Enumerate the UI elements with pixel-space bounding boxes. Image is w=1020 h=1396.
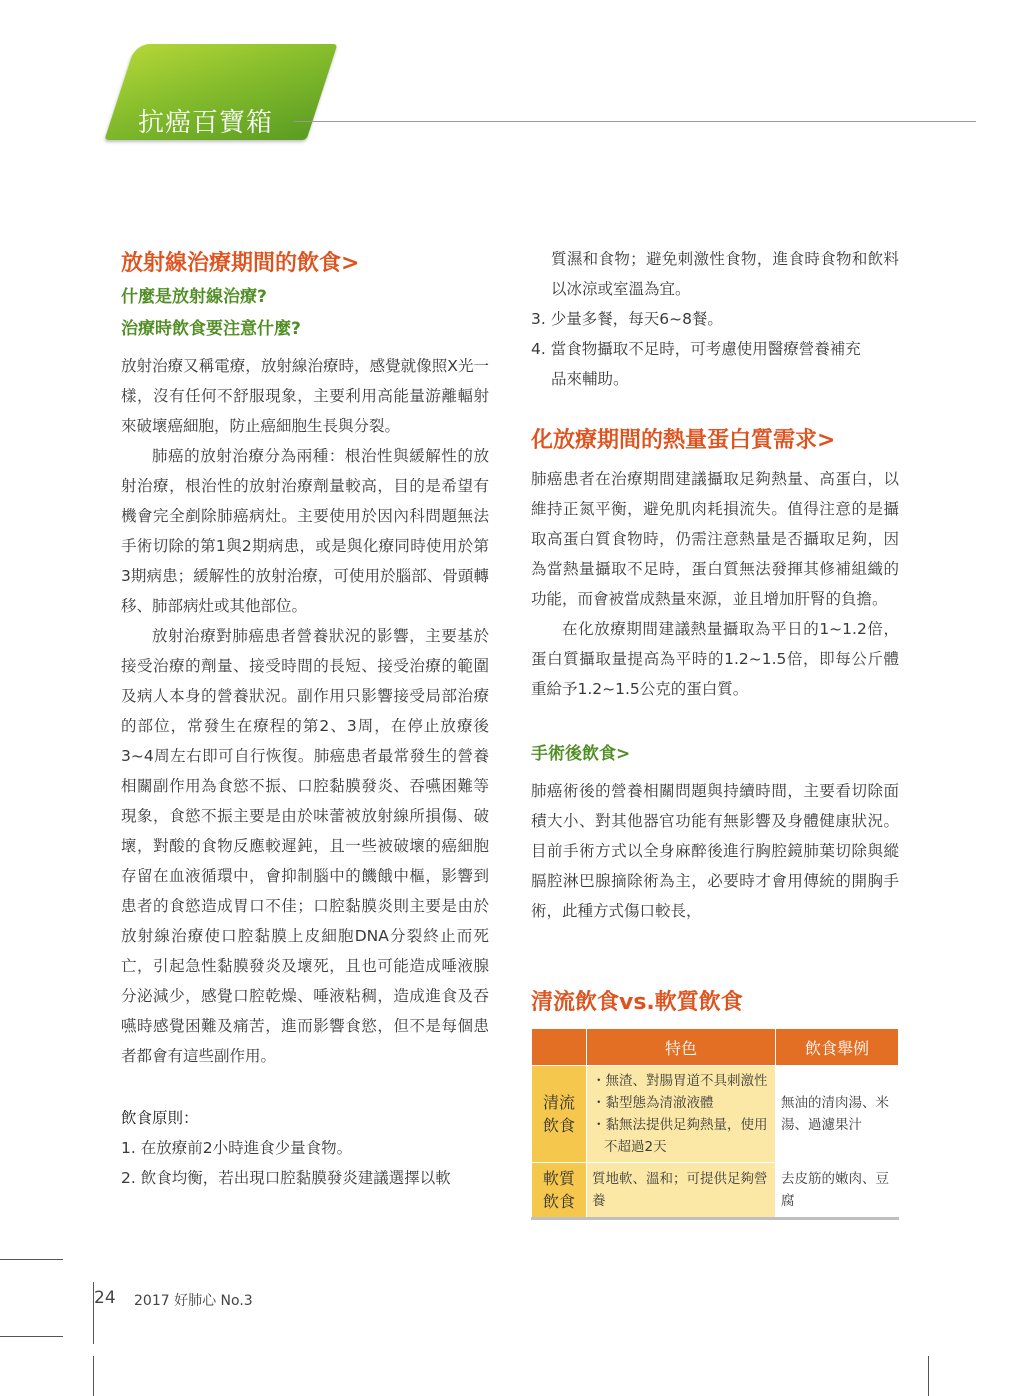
row-category-soft <box>532 1163 587 1219</box>
radiation-intro-paragraph: 放射治療又稱電療，放射線治療時，感覺就像照X光一樣，沒有任何不舒服現象，主要利用高能量游離輻射來破壞癌細胞，防止癌細胞生長與分裂。 <box>121 357 489 435</box>
crop-mark <box>928 1356 929 1396</box>
crop-mark <box>93 1356 94 1396</box>
publication-name: 2017 好肺心 No.3 <box>134 1293 253 1309</box>
post-surgery-paragraph: 肺癌術後的營養相關問題與持續時間，主要看切除面積大小、對其他器官功能有無影響及身體健康狀況。目前手術方式以全身麻醉後進行胸腔鏡肺葉切除與縱膈腔淋巴腺摘除術為主，必要時才會用傳統的開胸手術，此種方式傷口較長， <box>531 782 899 920</box>
feature-item: ・無渣、對腸胃道不具刺激性 <box>592 1073 768 1089</box>
table-header-blank <box>532 1029 587 1066</box>
crop-mark <box>0 1336 63 1337</box>
diet-rule-4-continued: 品來輔助。 <box>551 370 629 388</box>
radiation-diet-heading: 放射線治療期間的飲食> <box>121 251 360 276</box>
calorie-recommendation-paragraph: 在化放療期間建議熱量攝取為平日的1~1.2倍，蛋白質攝取量提高為平時的1.2~1.5倍，即每公斤體重給予1.2~1.5公克的蛋白質。 <box>531 620 899 698</box>
table-title: 清流飲食vs.軟質飲食 <box>531 990 743 1015</box>
row-example-cell: 去皮筋的嫩肉、豆腐 <box>776 1163 899 1219</box>
question-what-is-radiation: 什麼是放射線治療? <box>121 287 267 307</box>
row-category-label: 軟質 <box>542 1169 575 1188</box>
header-rule <box>294 121 976 122</box>
row-category-label: 飲食 <box>542 1116 575 1135</box>
feature-item: ・黏型態為清澈液體 <box>592 1095 714 1111</box>
table-header-example: 飲食舉例 <box>776 1029 899 1066</box>
protein-needs-paragraph: 肺癌患者在治療期間建議攝取足夠熱量、高蛋白，以維持正氮平衡，避免肌肉耗損流失。值得注意的是攝取高蛋白質食物時，仍需注意熱量是否攝取足夠，因為當熱量攝取不足時，蛋白質無法發揮其修補組織的功能，而會被當成熱量來源，並且增加肝腎的負擔。 <box>531 470 899 608</box>
table-row <box>532 1066 899 1163</box>
diet-rule-3: 3. 少量多餐，每天6~8餐。 <box>531 310 723 328</box>
diet-comparison-table <box>531 1028 899 1220</box>
row-feature-cell <box>587 1066 776 1163</box>
table-header-row <box>532 1029 899 1066</box>
diet-rule-4: 4. 當食物攝取不足時，可考慮使用醫療營養補充 <box>531 340 861 358</box>
protein-needs-heading: 化放療期間的熱量蛋白質需求> <box>531 428 836 453</box>
table-row <box>532 1163 899 1219</box>
feature-item: 不超過2天 <box>604 1139 667 1155</box>
diet-rule-2: 2. 飲食均衡，若出現口腔黏膜發炎建議選擇以軟 <box>121 1169 451 1187</box>
page-number: 24 <box>94 1288 116 1308</box>
diet-comparison <box>531 986 899 1220</box>
row-category-label: 飲食 <box>542 1192 575 1211</box>
question-diet-attention: 治療時飲食要注意什麼? <box>121 319 301 339</box>
lung-radiation-types-paragraph: 肺癌的放射治療分為兩種：根治性與緩解性的放射治療，根治性的放射治療劑量較高，目的是希望有機會完全剷除肺癌病灶。主要使用於因內科問題無法手術切除的第1與2期病患，或是與化療同時使用於第3期病患；緩解性的放射治療，可使用於腦部、骨頭轉移、肺部病灶或其他部位。 <box>121 447 489 615</box>
row-example-cell: 無油的清肉湯、米湯、過濾果汁 <box>776 1066 899 1163</box>
row-category-label: 清流 <box>542 1093 575 1112</box>
post-surgery-diet-heading: 手術後飲食> <box>531 744 631 764</box>
right-column <box>531 244 899 926</box>
table-header-feature: 特色 <box>587 1029 776 1066</box>
row-category-clear-liquid <box>532 1066 587 1163</box>
diet-rule-1: 1. 在放療前2小時進食少量食物。 <box>121 1139 353 1157</box>
crop-mark <box>0 1259 63 1260</box>
row-feature-cell: 質地軟、溫和；可提供足夠營養 <box>587 1163 776 1219</box>
left-column <box>121 247 489 1193</box>
diet-rule-2-continued: 質濕和食物；避免刺激性食物，進食時食物和飲料以冰涼或室溫為宜。 <box>551 250 899 298</box>
feature-item: ・黏無法提供足夠熱量，使用 <box>592 1117 768 1133</box>
section-title: 抗癌百寶箱 <box>138 108 274 138</box>
diet-principles-title: 飲食原則： <box>121 1109 199 1127</box>
radiation-side-effects-paragraph: 放射治療對肺癌患者營養狀況的影響，主要基於接受治療的劑量、接受時間的長短、接受治療的範圍及病人本身的營養狀況。副作用只影響接受局部治療的部位，常發生在療程的第2、3周，在停止放療後3~4周左右即可自行恢復。肺癌患者最常發生的營養相關副作用為食慾不振、口腔黏膜發炎、吞嚥困難等現象，食慾不振主要是由於味蕾被放射線所損傷、破壞，對酸的食物反應較遲鈍，且一些被破壞的癌細胞存留在血液循環中，會抑制腦中的饑餓中樞，影響到患者的食慾造成胃口不佳；口腔黏膜炎則主要是由於放射線治療使口腔黏膜上皮細胞DNA分裂終止而死亡，引起急性黏膜發炎及壞死，且也可能造成唾液腺分泌減少，感覺口腔乾燥、唾液粘稠，造成進食及吞嚥時感覺困難及痛苦，進而影響食慾，但不是每個患者都會有這些副作用。 <box>121 627 489 1065</box>
